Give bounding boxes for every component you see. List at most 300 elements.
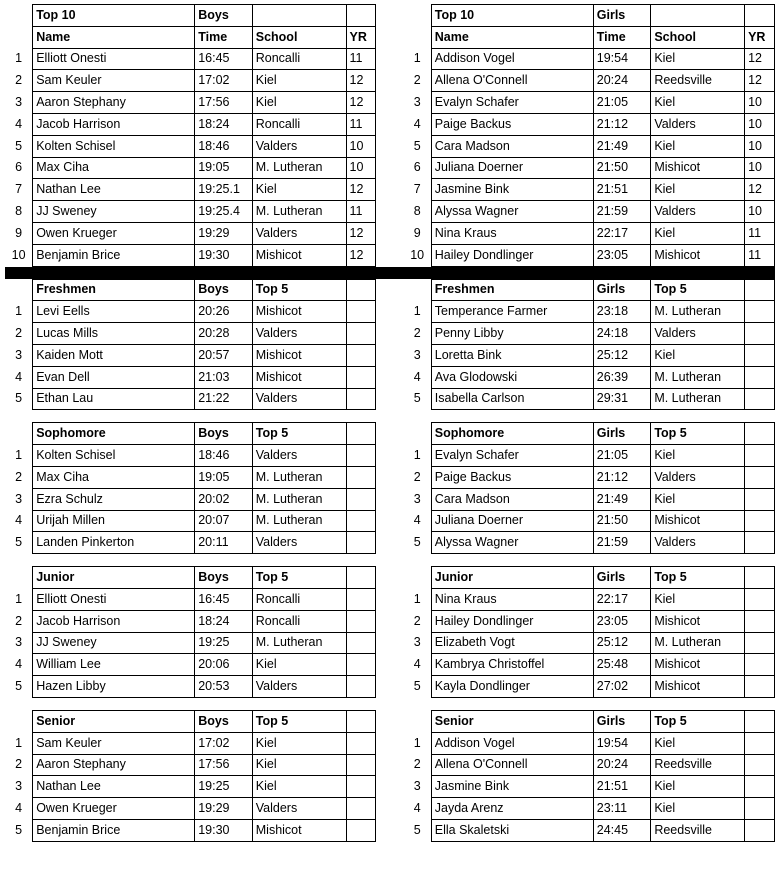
athlete-name-left: Nathan Lee	[33, 179, 195, 201]
section-gender-right: Girls	[593, 710, 651, 732]
column-gap	[376, 301, 404, 323]
column-gap	[376, 532, 404, 554]
row-rank-left: 3	[15, 779, 23, 794]
athlete-school-left: M. Lutheran	[252, 157, 346, 179]
athlete-school-right: M. Lutheran	[651, 632, 745, 654]
row-rank-right: 2	[413, 613, 421, 628]
athlete-school-right: Valders	[651, 532, 745, 554]
athlete-time-left: 19:05	[195, 466, 253, 488]
athlete-time-right: 23:05	[593, 610, 651, 632]
athlete-name-left: Jacob Harrison	[33, 113, 195, 135]
athlete-year-left: 12	[346, 179, 376, 201]
athlete-year-right	[745, 532, 775, 554]
athlete-school-right: M. Lutheran	[651, 301, 745, 323]
athlete-name-left: Sam Keuler	[33, 70, 195, 92]
athlete-year-left	[346, 532, 376, 554]
column-gap	[376, 610, 404, 632]
row-rank-left: 5	[15, 391, 23, 406]
athlete-school-left: Kiel	[252, 179, 346, 201]
athlete-school-right: Kiel	[651, 222, 745, 244]
section-gender-left: Boys	[195, 423, 253, 445]
athlete-year-left: 11	[346, 48, 376, 70]
section-gender-left: Boys	[195, 710, 253, 732]
athlete-name-left: Elliott Onesti	[33, 48, 195, 70]
athlete-name-left: William Lee	[33, 654, 195, 676]
spacer-row	[5, 410, 775, 423]
athlete-school-left: Roncalli	[252, 48, 346, 70]
column-gap	[376, 466, 404, 488]
athlete-time-right: 27:02	[593, 676, 651, 698]
row-rank-left: 1	[15, 735, 23, 750]
athlete-time-left: 19:05	[195, 157, 253, 179]
column-gap	[376, 222, 404, 244]
row-rank-right: 3	[413, 779, 421, 794]
athlete-school-right: Valders	[651, 323, 745, 345]
athlete-name-right: Evalyn Schafer	[431, 92, 593, 114]
athlete-name-right: Jayda Arenz	[431, 798, 593, 820]
athlete-time-left: 20:06	[195, 654, 253, 676]
athlete-year-left: 12	[346, 222, 376, 244]
athlete-school-right: Valders	[651, 113, 745, 135]
section-scope-left: Top 5	[252, 710, 346, 732]
athlete-name-right: Paige Backus	[431, 113, 593, 135]
column-gap	[376, 366, 404, 388]
table-row	[5, 201, 775, 223]
column-gap	[376, 732, 404, 754]
column-header-right-0: Name	[431, 26, 593, 48]
athlete-time-right: 25:48	[593, 654, 651, 676]
athlete-school-left: Roncalli	[252, 113, 346, 135]
section-extra-left	[346, 423, 376, 445]
athlete-time-right: 21:59	[593, 201, 651, 223]
athlete-name-left: Benjamin Brice	[33, 244, 195, 266]
athlete-name-right: Juliana Doerner	[431, 510, 593, 532]
athlete-time-right: 29:31	[593, 388, 651, 410]
athlete-year-left	[346, 754, 376, 776]
row-rank-left: 2	[15, 325, 23, 340]
athlete-school-right: Kiel	[651, 798, 745, 820]
athlete-time-right: 22:17	[593, 222, 651, 244]
athlete-time-left: 18:46	[195, 445, 253, 467]
row-rank-left: 1	[15, 447, 23, 462]
athlete-name-right: Nina Kraus	[431, 588, 593, 610]
table-row	[5, 632, 775, 654]
athlete-year-right: 11	[745, 222, 775, 244]
table-row	[5, 445, 775, 467]
section-title-row	[5, 567, 775, 589]
athlete-name-left: Owen Krueger	[33, 798, 195, 820]
athlete-year-right	[745, 366, 775, 388]
athlete-name-right: Paige Backus	[431, 466, 593, 488]
row-number-blank	[404, 423, 432, 445]
athlete-school-left: Mishicot	[252, 366, 346, 388]
row-number-blank	[5, 26, 33, 48]
section-scope-right: Top 5	[651, 423, 745, 445]
column-gap	[376, 588, 404, 610]
table-row	[5, 610, 775, 632]
row-rank-right: 3	[413, 347, 421, 362]
athlete-school-left: Valders	[252, 532, 346, 554]
athlete-time-left: 20:57	[195, 344, 253, 366]
column-gap	[376, 323, 404, 345]
athlete-name-left: Max Ciha	[33, 466, 195, 488]
athlete-time-left: 18:46	[195, 135, 253, 157]
table-row	[5, 819, 775, 841]
athlete-time-right: 24:45	[593, 819, 651, 841]
row-rank-right: 7	[413, 182, 421, 197]
row-rank-right: 2	[413, 757, 421, 772]
row-rank-right: 4	[413, 513, 421, 528]
row-rank-left: 4	[15, 116, 23, 131]
athlete-year-left	[346, 344, 376, 366]
section-extra-left	[346, 279, 376, 301]
athlete-year-left	[346, 776, 376, 798]
athlete-school-left: M. Lutheran	[252, 466, 346, 488]
section-title-left: Freshmen	[33, 279, 195, 301]
section-separator-bar	[5, 266, 775, 279]
section-separator	[5, 266, 775, 279]
row-rank-left: 4	[15, 657, 23, 672]
athlete-year-right: 12	[745, 70, 775, 92]
athlete-year-right	[745, 588, 775, 610]
athlete-time-left: 20:28	[195, 323, 253, 345]
athlete-name-left: Elliott Onesti	[33, 588, 195, 610]
athlete-time-left: 19:25.1	[195, 179, 253, 201]
row-number-blank	[404, 26, 432, 48]
athlete-school-right: Mishicot	[651, 244, 745, 266]
table-row	[5, 488, 775, 510]
athlete-year-right	[745, 301, 775, 323]
table-row	[5, 654, 775, 676]
athlete-year-right: 10	[745, 135, 775, 157]
athlete-time-left: 17:02	[195, 70, 253, 92]
athlete-year-right	[745, 510, 775, 532]
column-gap	[376, 632, 404, 654]
athlete-name-right: Ella Skaletski	[431, 819, 593, 841]
athlete-time-right: 21:59	[593, 532, 651, 554]
row-rank-right: 1	[413, 51, 421, 66]
table-row	[5, 301, 775, 323]
table-row	[5, 323, 775, 345]
athlete-year-left	[346, 510, 376, 532]
athlete-time-right: 21:50	[593, 157, 651, 179]
athlete-school-left: Mishicot	[252, 344, 346, 366]
section-gender-right: Girls	[593, 279, 651, 301]
section-scope-left: Top 5	[252, 279, 346, 301]
row-rank-right: 5	[413, 535, 421, 550]
athlete-school-right: M. Lutheran	[651, 366, 745, 388]
row-rank-left: 5	[15, 678, 23, 693]
section-title-row	[5, 710, 775, 732]
athlete-name-right: Allena O'Connell	[431, 754, 593, 776]
athlete-time-left: 19:29	[195, 222, 253, 244]
athlete-year-right	[745, 488, 775, 510]
row-rank-right: 1	[413, 304, 421, 319]
spacer-cell	[5, 697, 775, 710]
athlete-school-left: Valders	[252, 445, 346, 467]
row-rank-left: 1	[15, 304, 23, 319]
athlete-name-right: Hailey Dondlinger	[431, 244, 593, 266]
column-gap	[376, 201, 404, 223]
section-extra-right	[745, 710, 775, 732]
athlete-school-right: Kiel	[651, 92, 745, 114]
section-extra-left	[346, 710, 376, 732]
row-rank-left: 2	[15, 613, 23, 628]
athlete-time-left: 20:02	[195, 488, 253, 510]
table-row	[5, 588, 775, 610]
column-header-right-3: YR	[745, 26, 775, 48]
athlete-school-left: Valders	[252, 323, 346, 345]
athlete-year-right: 12	[745, 48, 775, 70]
row-rank-right: 1	[413, 447, 421, 462]
athlete-time-left: 17:56	[195, 754, 253, 776]
athlete-year-left: 12	[346, 244, 376, 266]
row-rank-right: 5	[413, 678, 421, 693]
section-scope-right: Top 5	[651, 567, 745, 589]
row-number-blank	[404, 567, 432, 589]
spacer-cell	[5, 410, 775, 423]
athlete-time-right: 25:12	[593, 632, 651, 654]
row-rank-left: 8	[15, 204, 23, 218]
athlete-year-left: 11	[346, 201, 376, 223]
row-rank-left: 4	[15, 369, 23, 384]
athlete-school-right: Valders	[651, 201, 745, 223]
athlete-year-left	[346, 466, 376, 488]
row-number-blank	[5, 710, 33, 732]
column-header-left-0: Name	[33, 26, 195, 48]
athlete-year-right: 10	[745, 157, 775, 179]
section-title-row	[5, 279, 775, 301]
row-number-blank	[404, 279, 432, 301]
section-title-right: Junior	[431, 567, 593, 589]
section-extra-left	[346, 567, 376, 589]
athlete-name-right: Temperance Farmer	[431, 301, 593, 323]
column-gap	[376, 157, 404, 179]
athlete-name-right: Isabella Carlson	[431, 388, 593, 410]
athlete-name-right: Jasmine Bink	[431, 776, 593, 798]
column-gap	[376, 776, 404, 798]
section-extra-right	[745, 423, 775, 445]
athlete-name-right: Alyssa Wagner	[431, 532, 593, 554]
athlete-school-right: Mishicot	[651, 654, 745, 676]
athlete-year-left: 12	[346, 70, 376, 92]
athlete-school-right: Kiel	[651, 179, 745, 201]
athlete-name-right: Evalyn Schafer	[431, 445, 593, 467]
row-number-blank	[404, 710, 432, 732]
column-gap	[376, 676, 404, 698]
row-rank-left: 5	[15, 138, 23, 153]
athlete-time-left: 18:24	[195, 113, 253, 135]
athlete-time-right: 21:49	[593, 488, 651, 510]
athlete-year-left	[346, 819, 376, 841]
athlete-time-right: 19:54	[593, 732, 651, 754]
athlete-time-left: 19:29	[195, 798, 253, 820]
athlete-name-right: Ava Glodowski	[431, 366, 593, 388]
row-rank-left: 4	[15, 513, 23, 528]
table-row	[5, 776, 775, 798]
athlete-time-right: 21:05	[593, 92, 651, 114]
athlete-school-right: Kiel	[651, 135, 745, 157]
column-header-row	[5, 26, 775, 48]
athlete-name-left: Evan Dell	[33, 366, 195, 388]
athlete-school-left: Roncalli	[252, 610, 346, 632]
athlete-school-right: Kiel	[651, 344, 745, 366]
athlete-name-right: Juliana Doerner	[431, 157, 593, 179]
column-gap	[376, 567, 404, 589]
table-row	[5, 157, 775, 179]
athlete-time-left: 16:45	[195, 588, 253, 610]
athlete-name-left: Ezra Schulz	[33, 488, 195, 510]
athlete-school-left: Mishicot	[252, 819, 346, 841]
table-row	[5, 754, 775, 776]
athlete-name-right: Penny Libby	[431, 323, 593, 345]
athlete-school-left: Valders	[252, 222, 346, 244]
row-rank-right: 10	[410, 247, 425, 262]
athlete-name-right: Kambrya Christoffel	[431, 654, 593, 676]
row-rank-left: 7	[15, 182, 23, 197]
section-scope-left: Top 5	[252, 423, 346, 445]
athlete-time-left: 19:25.4	[195, 201, 253, 223]
athlete-year-right	[745, 776, 775, 798]
section-title-right: Freshmen	[431, 279, 593, 301]
table-row	[5, 135, 775, 157]
athlete-name-right: Nina Kraus	[431, 222, 593, 244]
athlete-name-right: Kayla Dondlinger	[431, 676, 593, 698]
athlete-year-right: 10	[745, 113, 775, 135]
column-gap	[376, 445, 404, 467]
athlete-year-right	[745, 610, 775, 632]
section-title-left: Sophomore	[33, 423, 195, 445]
athlete-year-left	[346, 301, 376, 323]
athlete-time-left: 19:30	[195, 244, 253, 266]
athlete-name-right: Addison Vogel	[431, 48, 593, 70]
column-header-right-1: Time	[593, 26, 651, 48]
section-gender-left: Boys	[195, 279, 253, 301]
athlete-school-right: Kiel	[651, 48, 745, 70]
row-rank-right: 4	[413, 800, 421, 815]
athlete-year-right	[745, 654, 775, 676]
athlete-year-right	[745, 388, 775, 410]
athlete-time-right: 20:24	[593, 70, 651, 92]
athlete-school-right: Kiel	[651, 588, 745, 610]
section-extra-right	[745, 5, 775, 27]
table-row	[5, 732, 775, 754]
athlete-name-left: Ethan Lau	[33, 388, 195, 410]
athlete-school-left: Kiel	[252, 732, 346, 754]
row-rank-left: 5	[15, 822, 23, 837]
athlete-name-right: Cara Madson	[431, 488, 593, 510]
athlete-school-right: M. Lutheran	[651, 388, 745, 410]
athlete-year-left: 10	[346, 135, 376, 157]
athlete-year-left: 11	[346, 113, 376, 135]
athlete-time-left: 17:02	[195, 732, 253, 754]
athlete-name-left: Nathan Lee	[33, 776, 195, 798]
column-gap	[376, 70, 404, 92]
row-rank-left: 3	[15, 491, 23, 506]
column-gap	[376, 754, 404, 776]
athlete-year-left	[346, 488, 376, 510]
column-gap	[376, 423, 404, 445]
section-extra-left	[346, 5, 376, 27]
table-row	[5, 344, 775, 366]
athlete-school-right: Mishicot	[651, 676, 745, 698]
athlete-name-left: Owen Krueger	[33, 222, 195, 244]
athlete-name-left: Benjamin Brice	[33, 819, 195, 841]
athlete-year-right	[745, 798, 775, 820]
athlete-name-left: Kaiden Mott	[33, 344, 195, 366]
row-number-blank	[5, 279, 33, 301]
column-header-left-2: School	[252, 26, 346, 48]
athlete-name-left: Levi Eells	[33, 301, 195, 323]
athlete-time-left: 18:24	[195, 610, 253, 632]
row-rank-left: 4	[15, 800, 23, 815]
athlete-name-right: Allena O'Connell	[431, 70, 593, 92]
column-gap	[376, 5, 404, 27]
spacer-row	[5, 554, 775, 567]
section-gender-left: Boys	[195, 567, 253, 589]
athlete-name-left: Max Ciha	[33, 157, 195, 179]
athlete-name-right: Addison Vogel	[431, 732, 593, 754]
athlete-school-left: Valders	[252, 676, 346, 698]
athlete-school-right: Mishicot	[651, 610, 745, 632]
athlete-name-right: Hailey Dondlinger	[431, 610, 593, 632]
table-row	[5, 113, 775, 135]
athlete-year-left	[346, 676, 376, 698]
table-row	[5, 510, 775, 532]
table-row	[5, 48, 775, 70]
athlete-school-left: Kiel	[252, 754, 346, 776]
athlete-name-left: Hazen Libby	[33, 676, 195, 698]
athlete-school-left: Mishicot	[252, 301, 346, 323]
athlete-time-left: 21:03	[195, 366, 253, 388]
athlete-time-right: 26:39	[593, 366, 651, 388]
athlete-time-right: 21:49	[593, 135, 651, 157]
athlete-school-right: Kiel	[651, 732, 745, 754]
athlete-school-right: Reedsville	[651, 754, 745, 776]
athlete-year-right	[745, 732, 775, 754]
row-rank-right: 6	[413, 160, 421, 175]
column-gap	[376, 92, 404, 114]
row-rank-right: 3	[413, 635, 421, 650]
athlete-year-left: 10	[346, 157, 376, 179]
athlete-time-right: 24:18	[593, 323, 651, 345]
athlete-time-right: 21:12	[593, 113, 651, 135]
row-rank-right: 9	[413, 225, 421, 240]
table-row	[5, 532, 775, 554]
row-rank-right: 5	[413, 822, 421, 837]
spacer-cell	[5, 554, 775, 567]
athlete-school-left: M. Lutheran	[252, 632, 346, 654]
athlete-school-left: Valders	[252, 388, 346, 410]
athlete-school-left: Mishicot	[252, 244, 346, 266]
athlete-school-left: M. Lutheran	[252, 510, 346, 532]
table-row	[5, 798, 775, 820]
row-rank-right: 8	[413, 204, 421, 218]
athlete-year-left	[346, 445, 376, 467]
row-rank-left: 1	[15, 591, 23, 606]
athlete-school-right: Reedsville	[651, 819, 745, 841]
section-title-row	[5, 423, 775, 445]
athlete-time-left: 20:07	[195, 510, 253, 532]
column-header-right-2: School	[651, 26, 745, 48]
row-rank-left: 3	[15, 635, 23, 650]
section-gender-right: Girls	[593, 567, 651, 589]
athlete-name-right: Elizabeth Vogt	[431, 632, 593, 654]
athlete-name-right: Loretta Bink	[431, 344, 593, 366]
athlete-school-left: Roncalli	[252, 588, 346, 610]
athlete-name-left: Aaron Stephany	[33, 92, 195, 114]
row-rank-left: 2	[15, 73, 23, 88]
